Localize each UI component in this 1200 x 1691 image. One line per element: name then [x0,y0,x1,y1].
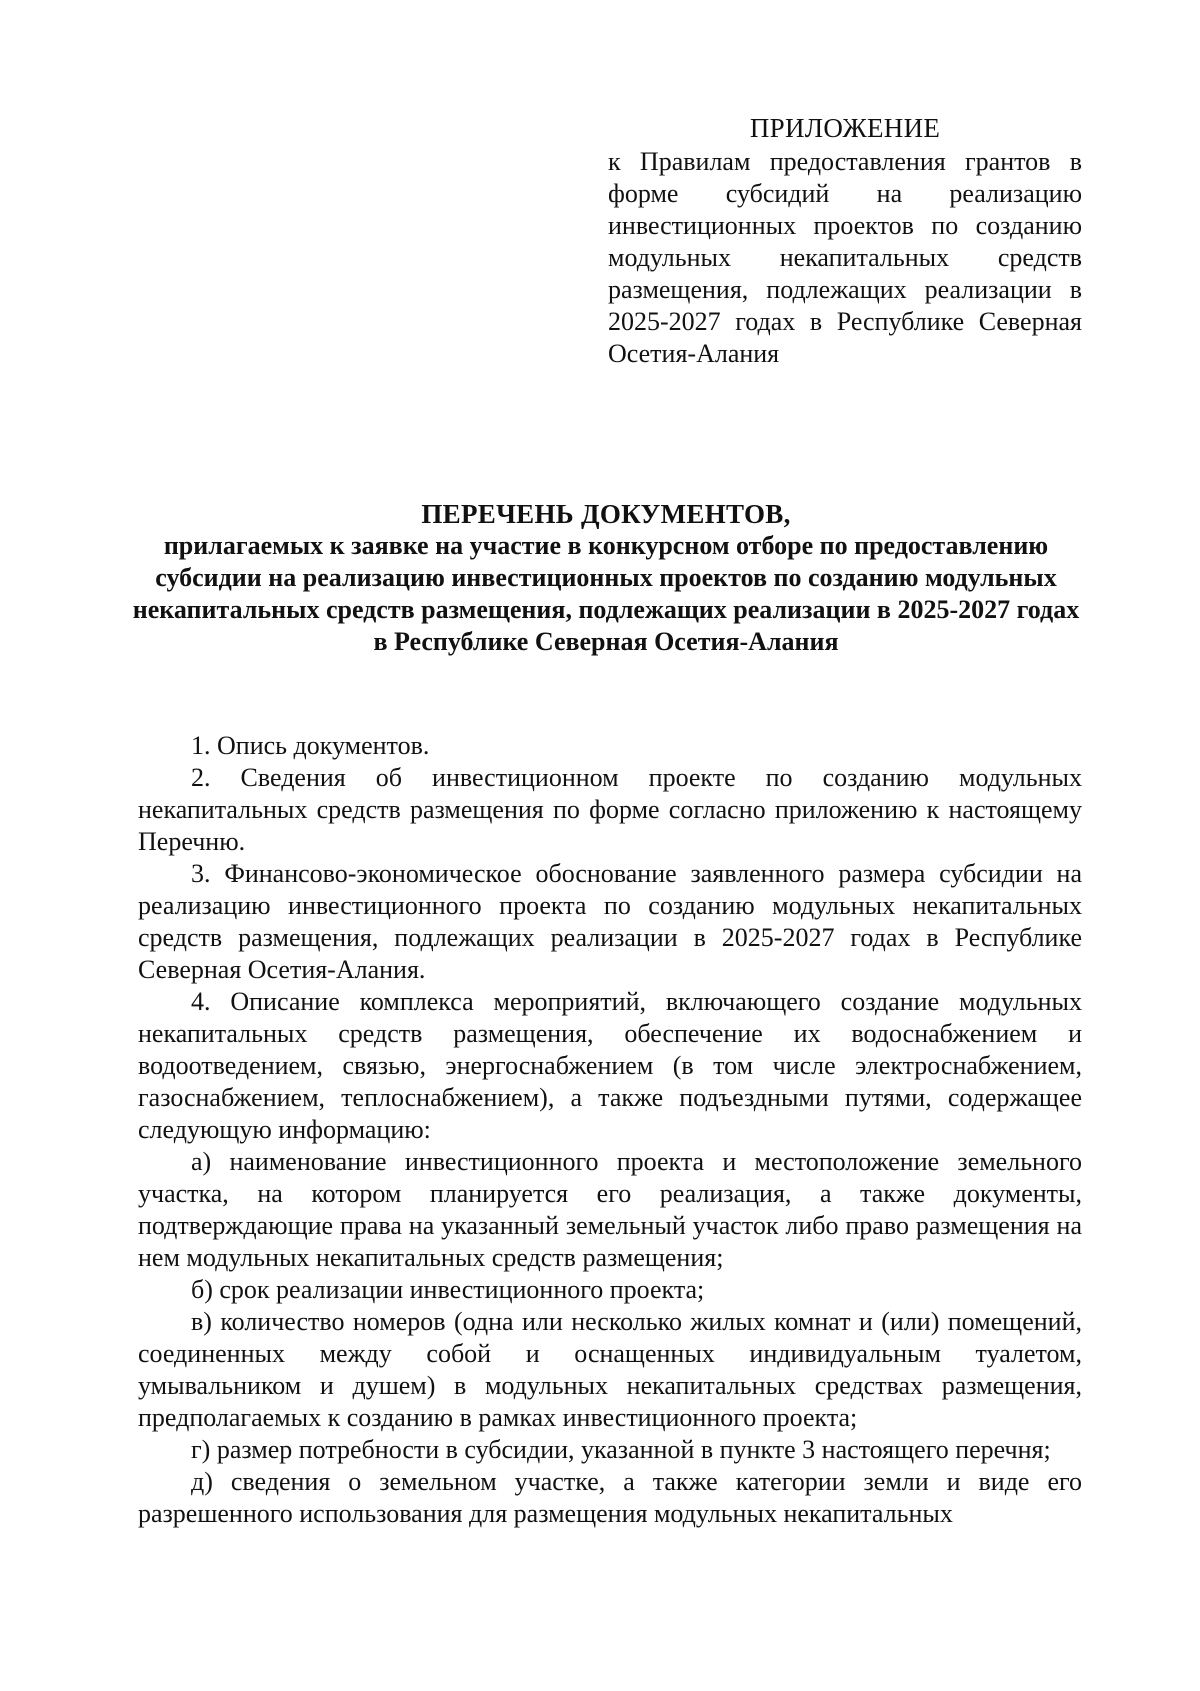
document-title-main: ПЕРЕЧЕНЬ ДОКУМЕНТОВ, [421,499,791,529]
paragraph-item-4: 4. Описание комплекса мероприятий, включающего создание модульных некапитальных средств размещения, обеспечение их водоснабжением и водоотведением, связью, энергоснабжением (в том числе электроснабжением, газоснабжением, теплоснабжением), а также подъездными путями, содержащее следующую информацию: [138,987,1082,1144]
appendix-text: к Правилам предоставления грантов в форме субсидий на реализацию инвестиционных проектов по созданию модульных некапитальных средств размещения, подлежащих реализации в 2025-2027 годах в Республике Северная Осетия-Алания [608,147,1082,368]
paragraph-item-3: 3. Финансово-экономическое обоснование заявленного размера субсидии на реализацию инвестиционного проекта по созданию модульных некапитальных средств размещения, подлежащих реализации в 2025-2027 годах в Республике Северная Осетия-Алания. [138,859,1082,984]
document-body [138,730,1082,1530]
document-title-subtitle: прилагаемых к заявке на участие в конкурсном отборе по предоставлению субсидии на реализацию инвестиционных проектов по созданию модульных некапитальных средств размещения, подлежащих реализации в 2025-2027 годах в Республике Северная Осетия-Алания [132,531,1080,656]
paragraph-subitem-d: д) сведения о земельном участке, а также категории земли и виде его разрешенного использования для размещения модульных некапитальных [138,1467,1082,1528]
appendix-heading: ПРИЛОЖЕНИЕ [749,113,941,143]
paragraph-subitem-a: а) наименование инвестиционного проекта и местоположение земельного участка, на котором планируется его реализация, а также документы, подтверждающие права на указанный земельный участок либо право размещения на нем модульных некапитальных средств размещения; [138,1147,1082,1272]
paragraph-item-2: 2. Сведения об инвестиционном проекте по созданию модульных некапитальных средств размещения по форме согласно приложению к настоящему Перечню. [138,763,1082,856]
document-title [130,498,1082,658]
paragraph-subitem-v: в) количество номеров (одна или несколько жилых комнат и (или) помещений, соединенных между собой и оснащенных индивидуальным туалетом, умывальником и душем) в модульных некапитальных средствах размещения, предполагаемых к созданию в рамках инвестиционного проекта; [138,1307,1082,1432]
paragraph-subitem-b: б) срок реализации инвестиционного проекта; [191,1275,705,1304]
paragraph-subitem-g: г) размер потребности в субсидии, указанной в пункте 3 настоящего перечня; [191,1435,1051,1464]
appendix-block [608,112,1082,370]
paragraph-item-1: 1. Опись документов. [191,731,430,760]
